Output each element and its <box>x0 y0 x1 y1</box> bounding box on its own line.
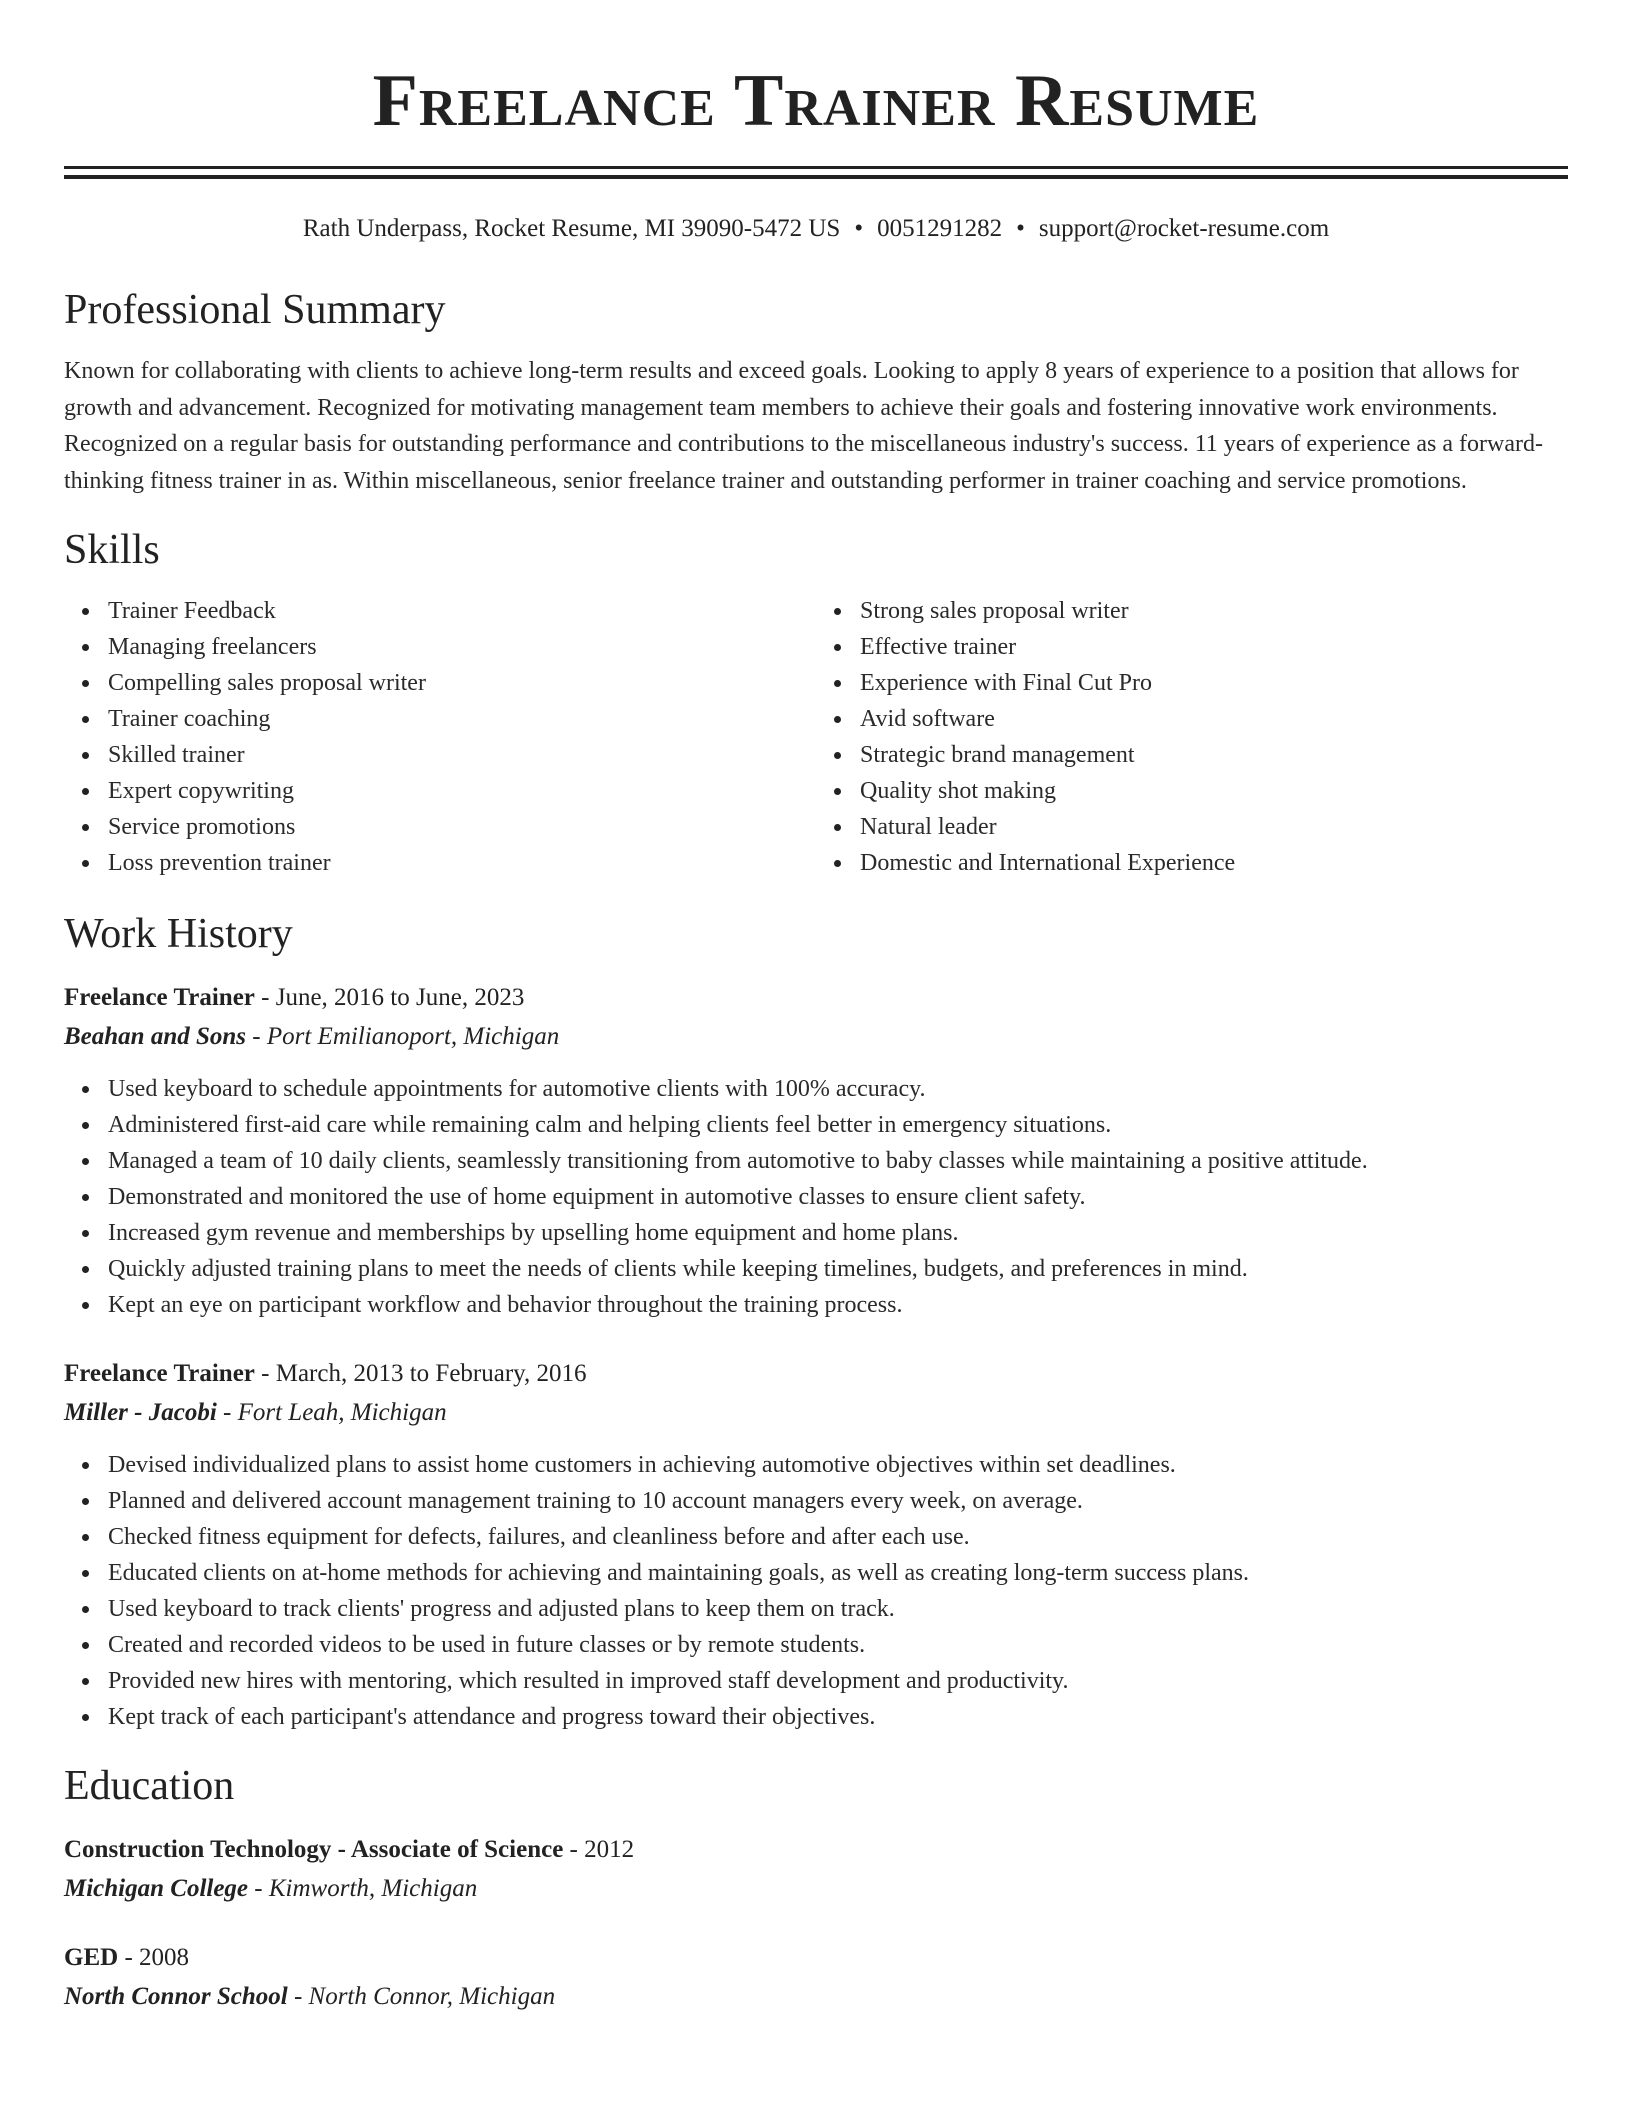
contact-email: support@rocket-resume.com <box>1038 215 1330 242</box>
summary-heading: Professional Summary <box>64 287 446 333</box>
contact-line <box>64 213 1568 245</box>
job-duty: Kept track of each participant's attendance and progress toward their objectives. <box>108 1699 1568 1735</box>
skill-item: Trainer Feedback <box>108 593 816 629</box>
skills-heading: Skills <box>64 527 160 573</box>
skills-column-left <box>64 593 816 881</box>
job-role: Freelance Trainer <box>64 1360 255 1387</box>
job-duties-list <box>64 1071 1568 1323</box>
resume-title: Freelance Trainer Resume <box>372 60 1260 142</box>
education-degree: GED <box>64 1944 119 1971</box>
skill-item: Expert copywriting <box>108 773 816 809</box>
skill-item: Experience with Final Cut Pro <box>860 665 1568 701</box>
education-location: - North Connor, Michigan <box>287 1983 556 2010</box>
job-duty: Managed a team of 10 daily clients, seamlessly transitioning from automotive to baby classes while maintaining a positive attitude. <box>108 1143 1568 1179</box>
skill-item: Strategic brand management <box>860 737 1568 773</box>
job-duty: Used keyboard to schedule appointments for automotive clients with 100% accuracy. <box>108 1071 1568 1107</box>
job-header <box>64 1355 1568 1393</box>
summary-text: Known for collaborating with clients to achieve long-term results and exceed goals. Looking to apply 8 years of experience to a position that allows for growth and advancement. Recognized for motivating management team members to achieve their goals and fostering innovative work environments. Recognized on a regular basis for outstanding performance and contributions to the miscellaneous industry's success. 11 years of experience as a forward-thinking fitness trainer in as. Within miscellaneous, senior freelance trainer and outstanding performer in trainer coaching and service promotions. <box>64 358 1543 494</box>
education-entry <box>64 1939 1568 2017</box>
education-header <box>64 1939 1568 1977</box>
job-location: - Fort Leah, Michigan <box>216 1399 447 1426</box>
contact-address: Rath Underpass, Rocket Resume, MI 39090-5472 US <box>302 215 841 242</box>
job-duty: Kept an eye on participant workflow and behavior throughout the training process. <box>108 1287 1568 1323</box>
work-history-heading: Work History <box>64 911 293 957</box>
education-degree: Construction Technology - Associate of Science <box>64 1836 564 1863</box>
contact-phone: 0051291282 <box>877 215 1003 242</box>
job-duty: Administered first-aid care while remaining calm and helping clients feel better in emergency situations. <box>108 1107 1568 1143</box>
skill-item: Managing freelancers <box>108 629 816 665</box>
education-header <box>64 1831 1568 1869</box>
job-role: Freelance Trainer <box>64 984 255 1011</box>
job-employer-line <box>64 1393 1568 1433</box>
job-duty: Devised individualized plans to assist home customers in achieving automotive objectives within set deadlines. <box>108 1447 1568 1483</box>
skill-item: Skilled trainer <box>108 737 816 773</box>
skill-item: Service promotions <box>108 809 816 845</box>
skill-item: Quality shot making <box>860 773 1568 809</box>
job-duty: Used keyboard to track clients' progress and adjusted plans to keep them on track. <box>108 1591 1568 1627</box>
skill-item: Natural leader <box>860 809 1568 845</box>
skill-item: Domestic and International Experience <box>860 845 1568 881</box>
job-duty: Educated clients on at-home methods for achieving and maintaining goals, as well as creating long-term success plans. <box>108 1555 1568 1591</box>
job-duty: Increased gym revenue and memberships by upselling home equipment and home plans. <box>108 1215 1568 1251</box>
skills-column-right <box>816 593 1568 881</box>
education-school-line <box>64 1977 1568 2017</box>
job-employer: Miller - Jacobi <box>64 1399 217 1426</box>
job-duty: Demonstrated and monitored the use of home equipment in automotive classes to ensure client safety. <box>108 1179 1568 1215</box>
contact-separator: • <box>854 215 864 242</box>
skill-item: Avid software <box>860 701 1568 737</box>
skill-item: Compelling sales proposal writer <box>108 665 816 701</box>
education-school: Michigan College <box>64 1875 249 1902</box>
title-divider-bottom <box>64 175 1568 179</box>
job-dates: - June, 2016 to June, 2023 <box>254 984 525 1011</box>
job-duties-list <box>64 1447 1568 1735</box>
job-entry <box>64 1355 1568 1735</box>
job-duty: Checked fitness equipment for defects, failures, and cleanliness before and after each use. <box>108 1519 1568 1555</box>
education-school: North Connor School <box>64 1983 288 2010</box>
job-duty: Provided new hires with mentoring, which resulted in improved staff development and productivity. <box>108 1663 1568 1699</box>
skill-item: Trainer coaching <box>108 701 816 737</box>
skill-item: Effective trainer <box>860 629 1568 665</box>
job-employer: Beahan and Sons <box>64 1023 247 1050</box>
job-header <box>64 979 1568 1017</box>
skill-item: Loss prevention trainer <box>108 845 816 881</box>
job-employer-line <box>64 1017 1568 1057</box>
education-year: - 2008 <box>118 1944 190 1971</box>
job-duty: Planned and delivered account management training to 10 account managers every week, on average. <box>108 1483 1568 1519</box>
education-entry <box>64 1831 1568 1909</box>
job-entry <box>64 979 1568 1323</box>
job-duty: Quickly adjusted training plans to meet the needs of clients while keeping timelines, budgets, and preferences in mind. <box>108 1251 1568 1287</box>
job-dates: - March, 2013 to February, 2016 <box>254 1360 587 1387</box>
education-year: - 2012 <box>563 1836 635 1863</box>
contact-separator: • <box>1016 215 1025 242</box>
title-divider-top <box>64 166 1568 169</box>
job-duty: Created and recorded videos to be used in future classes or by remote students. <box>108 1627 1568 1663</box>
job-location: - Port Emilianoport, Michigan <box>246 1023 560 1050</box>
education-school-line <box>64 1869 1568 1909</box>
education-heading: Education <box>64 1763 235 1809</box>
skills-list <box>64 593 1568 881</box>
skill-item: Strong sales proposal writer <box>860 593 1568 629</box>
education-location: - Kimworth, Michigan <box>248 1875 478 1902</box>
